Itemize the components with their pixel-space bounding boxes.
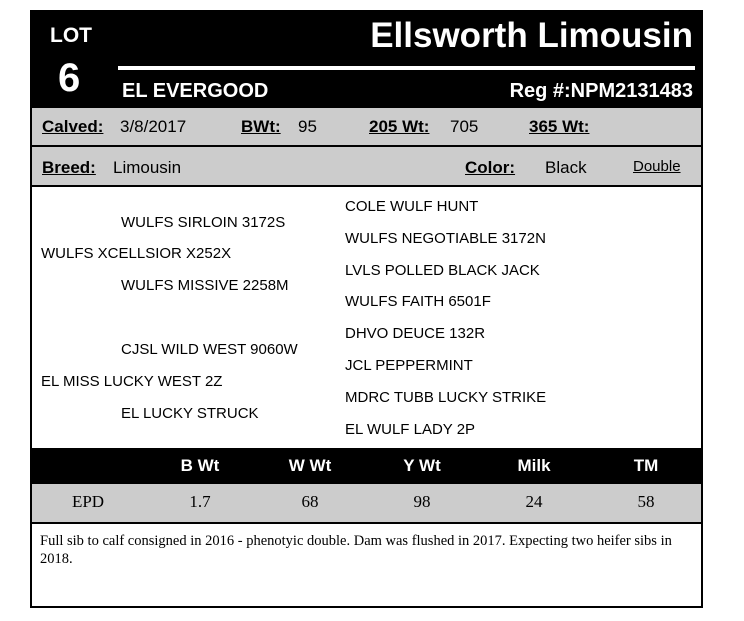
epd-header-ywt: Y Wt (403, 456, 441, 475)
epd-value-wwt: 68 (301, 492, 319, 511)
ggp-5: DHVO DEUCE 132R (345, 325, 486, 342)
lot-card (30, 10, 703, 608)
epd-value-ywt: 98 (413, 492, 431, 511)
epd-row (32, 484, 701, 524)
bwt-label: BWt: (241, 117, 281, 136)
calved-label: Calved: (42, 117, 104, 136)
ggp-1: COLE WULF HUNT (345, 198, 479, 215)
epd-header (32, 448, 701, 484)
sire: WULFS XCELLSIOR X252X (41, 245, 232, 262)
sire-sire: WULFS SIRLOIN 3172S (121, 214, 286, 231)
lot-notes: Full sib to calf consigned in 2016 - phenotyic double. Dam was flushed in 2017. Expecting two heifer sibs in 2018. (40, 533, 672, 567)
lot-label: LOT (50, 24, 92, 47)
breed-row (32, 147, 701, 187)
lot-header (32, 12, 701, 108)
breed-label: Breed: (42, 158, 96, 177)
calved-value: 3/8/2017 (120, 117, 187, 136)
epd-value-milk: 24 (525, 492, 543, 511)
wt205-label: 205 Wt: (369, 117, 430, 136)
breed-value: Limousin (113, 158, 182, 177)
epd-header-milk: Milk (517, 456, 551, 475)
lot-number: 6 (58, 56, 81, 100)
animal-name: EL EVERGOOD (122, 80, 269, 102)
dam-sire: CJSL WILD WEST 9060W (121, 341, 298, 358)
epd-header-bwt: B Wt (180, 456, 220, 475)
ggp-4: WULFS FAITH 6501F (345, 293, 491, 310)
epd-value-bwt: 1.7 (189, 492, 211, 511)
epd-header-tm: TM (633, 456, 659, 475)
epd-row-label: EPD (71, 492, 105, 511)
registration-number: Reg #:NPM2131483 (509, 80, 693, 102)
wt205-value: 705 (450, 117, 479, 136)
wt365-label: 365 Wt: (529, 117, 590, 136)
calved-row (32, 108, 701, 147)
dam-dam: EL LUCKY STRUCK (121, 405, 259, 422)
epd-header-wwt: W Wt (288, 456, 332, 475)
ggp-6: JCL PEPPERMINT (345, 357, 473, 374)
pedigree (32, 187, 701, 448)
dam: EL MISS LUCKY WEST 2Z (41, 373, 223, 390)
epd-value-tm: 58 (637, 492, 655, 511)
header-divider (118, 66, 695, 70)
ggp-7: MDRC TUBB LUCKY STRIKE (345, 389, 547, 406)
ggp-8: EL WULF LADY 2P (345, 421, 476, 438)
color-label: Color: (465, 158, 516, 177)
bwt-value: 95 (298, 117, 317, 136)
color-value: Black (545, 158, 587, 177)
ggp-2: WULFS NEGOTIABLE 3172N (345, 230, 546, 247)
sire-dam: WULFS MISSIVE 2258M (121, 277, 289, 294)
double-tag: Double (633, 158, 681, 175)
ranch-name: Ellsworth Limousin (370, 16, 693, 55)
ggp-3: LVLS POLLED BLACK JACK (345, 262, 540, 279)
